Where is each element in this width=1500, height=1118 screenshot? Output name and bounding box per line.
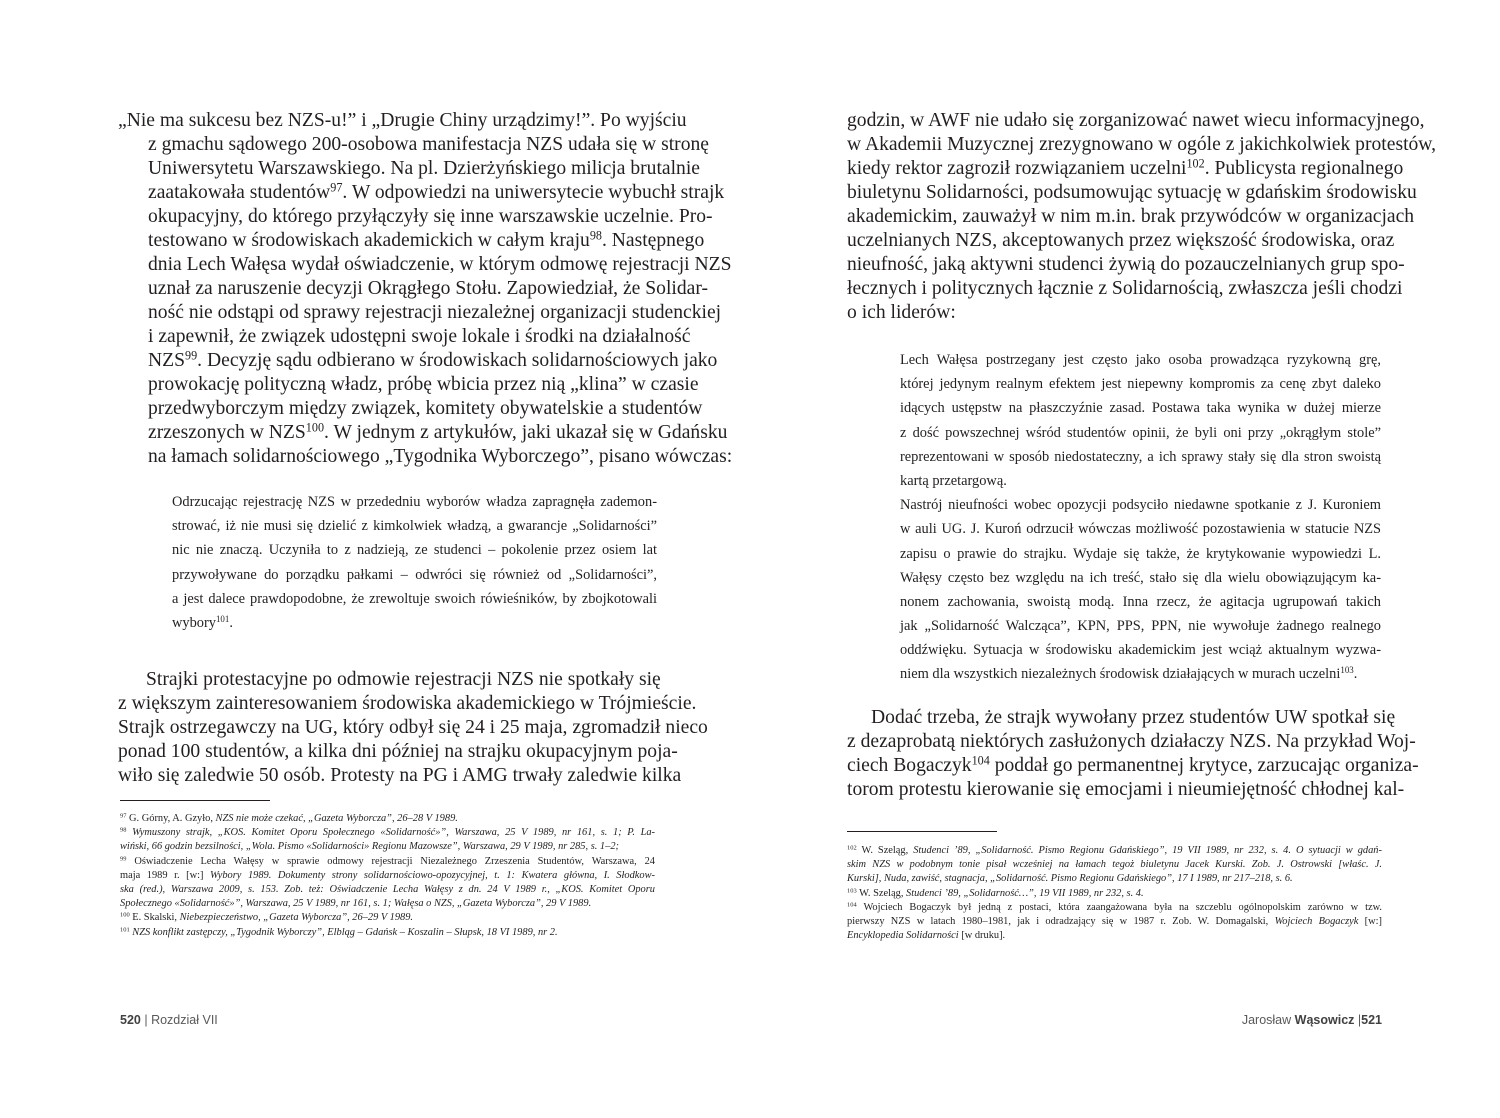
quote-line: kartą przetargową. xyxy=(900,472,1007,489)
footnote-line xyxy=(847,872,1382,886)
quote-line: strować, iż nie musi się dzielić z kimkolwiek władzą, a gwarancje „Solidarności” xyxy=(172,518,657,535)
footnote-line xyxy=(847,915,1382,929)
text-line: o ich liderów: xyxy=(847,302,956,323)
footnote-text: Studenci ’89, „Solidarność. Pismo Regionu Gdańskiego”, 19 VII 1989, nr 232, s. 4. O sytuacji w gdań- xyxy=(913,845,1382,856)
footnote-text: NZS nie może czekać, „Gazeta Wyborcza”, 26–28 V 1989. xyxy=(215,813,458,824)
chapter-label: Rozdział VII xyxy=(151,1013,218,1027)
footnote-text: Wybory 1989. Dokumenty strony solidarnościowo-opozycyjnej, t. 1: Kwatera główna, I. Słodkow- xyxy=(210,869,655,881)
right-body-paragraph xyxy=(847,109,1437,325)
right-body-paragraph-2 xyxy=(847,706,1419,802)
footnote-separator xyxy=(120,800,270,801)
footnote-line xyxy=(120,812,655,826)
text-line: Strajki protestacyjne po odmowie rejestracji NZS nie spotkały się xyxy=(146,669,661,690)
quote-line: przywoływane do porządku pałkami – odwróci się również od „Solidarności”, xyxy=(172,566,657,583)
text-line: zrzeszonych w NZS$^{100}$. W jednym z artykułów, jaki ukazał się w Gdańsku xyxy=(148,420,728,443)
footnote-ref[interactable]: 97 xyxy=(330,180,343,195)
footnote-text: W. Szeląg, xyxy=(861,845,914,856)
quote-line: zapisu o prawie do strajku. Wydaje się także, że krytykowanie wypowiedzi L. xyxy=(900,545,1381,562)
footnote-text: Społecznego «Solidarność»”, Warszawa, 25 V 1989, nr 161, s. 1; Wałęsa o NZS, „Gazeta Wyborcza”, 29 V 1989. xyxy=(120,898,592,910)
footnote-ref[interactable]: 99 xyxy=(185,348,198,363)
text-line: kiedy rektor zagroził rozwiązaniem uczelni$^{102}$. Publicysta regionalnego xyxy=(847,156,1404,179)
footnote-text: W. Szeląg, xyxy=(859,887,907,899)
text-line: torom protestu kierowanie się emocjami i nieumiejętność chłodnej kal- xyxy=(847,779,1405,800)
quote-line: której jedynym realnym efektem jest niepewny kompromis za cenę zbyt daleko xyxy=(900,376,1381,393)
quote-line: z dość powszechnej wśród studentów opinii, że byli oni przy „okrągłym stole” xyxy=(900,424,1381,441)
text-line: Strajk ostrzegawczy na UG, który odbył się 24 i 25 maja, zgromadził nieco xyxy=(118,717,708,738)
footnote-line xyxy=(120,926,655,940)
right-block-quote xyxy=(900,348,1381,687)
footnote-number: 103 xyxy=(847,887,857,895)
footnote-text: Kurski], Nuda, zawiść, stagnacja, „Solidarność. Pismo Regionu Gdańskiego”, 17 I 1989, nr 217–218, s. 6. xyxy=(847,873,1293,885)
text-line: dnia Lech Wałęsa wydał oświadczenie, w którym odmowę rejestracji NZS xyxy=(148,254,732,275)
text-line: okupacyjny, do którego przyłączyły się inne warszawskie uczelnie. Pro- xyxy=(148,206,713,227)
quote-line: reprezentowani w sposób niedostateczny, a ich sprawy stały się dla stron swoistą xyxy=(900,448,1381,465)
footnote-text: skim NZS w podobnym tonie pisał wcześniej na łamach tegoż biuletynu Jacek Kurski. Zob. J. Ostrowski [właśc. J. xyxy=(847,859,1382,871)
footnote-text: E. Skalski, xyxy=(132,912,180,924)
text-line: przedwyborczym między związek, komitety obywatelskie a studentów xyxy=(148,398,703,419)
text-line: z większym zainteresowaniem środowiska akademickiego w Trójmieście. xyxy=(118,693,697,714)
footnote-line xyxy=(120,869,655,883)
text-line: i zapewnił, że związek udostępni swoje lokale i środki na działalność xyxy=(148,326,691,347)
text-line: akademickim, zauważył w nim m.in. brak przywódców w organizacjach xyxy=(847,206,1415,227)
footnote-ref[interactable]: 98 xyxy=(589,228,602,243)
footnote-text: Niebezpieczeństwo, „Gazeta Wyborcza”, 26–29 V 1989. xyxy=(179,912,414,924)
footnote-number: 104 xyxy=(847,901,857,909)
right-footnotes xyxy=(847,844,1382,943)
footnote-number: 97 xyxy=(120,812,127,820)
left-block-quote xyxy=(172,490,657,635)
footnote-text: [w druku]. xyxy=(958,930,1006,942)
footnote-number: 99 xyxy=(120,855,127,863)
footnote-line xyxy=(847,901,1382,915)
author-last-name: Wąsowicz xyxy=(1294,1013,1355,1027)
footnote-text: pierwszy NZS w latach 1980–1981, jak i odradzający się w 1987 r. Zob. W. Domagalski, xyxy=(847,915,1275,927)
footnote-text: ska (red.), Warszawa 2009, s. 153. Zob. też: Oświadczenie Lecha Wałęsy z dn. 24 V 1989 r., „KOS. Komitet Oporu xyxy=(120,883,655,895)
footnote-text: Wojciech Bogaczyk był jedną z postaci, która zaangażowana była na szczeblu ogólnopolskim zarówno w tzw. xyxy=(863,901,1382,913)
footnote-number: 100 xyxy=(120,911,130,919)
right-folio xyxy=(1242,1013,1382,1027)
footnote-ref[interactable]: 102 xyxy=(1186,156,1205,171)
text-line: biuletynu Solidarności, podsumowując sytuację w gdańskim środowisku xyxy=(847,182,1417,203)
text-line: ciech Bogaczyk$^{104}$ poddał go permanentnej krytyce, zarzucając organiza- xyxy=(847,753,1419,776)
footnote-ref[interactable]: 101 xyxy=(215,614,230,625)
folio-separator: | xyxy=(1357,1013,1362,1027)
text-line: w Akademii Muzycznej zrezygnowano w ogóle z jakichkolwiek protestów, xyxy=(847,134,1437,155)
quote-line: Odrzucając rejestrację NZS w przededniu wyborów władza zapragnęła zademon- xyxy=(172,494,657,510)
footnote-text: [w:] xyxy=(1358,915,1382,927)
footnote-line xyxy=(120,897,655,911)
left-folio xyxy=(120,1013,218,1027)
footnote-text: Encyklopedia Solidarności xyxy=(847,930,959,942)
text-line: prowokację polityczną władz, próbę wbicia przez nią „klina” w czasie xyxy=(148,374,699,395)
text-line: łecznych i politycznych łącznie z Solidarnością, zwłaszcza jeśli chodzi xyxy=(847,278,1403,299)
footnote-line xyxy=(847,929,1382,943)
author-first-name: Jarosław xyxy=(1241,1013,1292,1027)
footnote-number: 98 xyxy=(120,826,127,834)
text-line: na łamach solidarnościowego „Tygodnika Wyborczego”, pisano wówczas: xyxy=(148,446,733,467)
text-line: testowano w środowiskach akademickich w całym kraju$^{98}$. Następnego xyxy=(148,228,705,251)
footnote-text: NZS konflikt zastępczy, „Tygodnik Wyborczy”, Elbląg – Gdańsk – Koszalin – Słupsk, 18 VI 1989, nr 2. xyxy=(132,926,558,938)
quote-line: a jest dalece prawdopodobne, że zrewoltuje swoich rówieśników, by zbojkotowali xyxy=(172,590,657,607)
quote-line: Lech Wałęsa postrzegany jest często jako osoba prowadząca ryzykowną grę, xyxy=(900,352,1381,368)
footnote-text: Oświadczenie Lecha Wałęsy w sprawie odmowy rejestracji Niezależnego Zrzeszenia Studentów, Warszawa, 24 xyxy=(134,855,655,867)
text-line: „Nie ma sukcesu bez NZS-u!” i „Drugie Chiny urządzimy!”. Po wyjściu xyxy=(118,110,687,131)
text-line: zaatakowała studentów$^{97}$. W odpowiedzi na uniwersytecie wybuchł strajk xyxy=(148,180,725,203)
footnote-line xyxy=(120,826,655,840)
footnote-ref[interactable]: 104 xyxy=(971,753,990,768)
footnote-line xyxy=(120,855,655,869)
footnote-text: G. Górny, A. Gzyło, xyxy=(129,813,216,824)
footnote-ref[interactable]: 100 xyxy=(305,420,325,435)
quote-line: nic nie znaczą. Uczyniła to z nadzieją, ze studenci – pokolenie przez osiem lat xyxy=(172,542,657,559)
text-line: Uniwersytetu Warszawskiego. Na pl. Dzierżyńskiego milicja brutalnie xyxy=(148,158,700,179)
left-footnotes xyxy=(120,812,655,940)
page-number: 521 xyxy=(1361,1013,1382,1027)
quote-line: oddźwięku. Sytuacja w środowisku akademickim jest wciąż aktualnym wyzwa- xyxy=(900,642,1381,659)
footnote-text: wiński, 66 godzin bezsilności, „Wola. Pismo «Solidarności» Regionu Mazowsze”, Warszawa, 29 V 1989, nr 285, s. 1–2; xyxy=(120,841,619,853)
footnote-number: 101 xyxy=(120,925,130,933)
quote-line: wybory$^{101}$. xyxy=(172,614,233,631)
quote-line: jak „Solidarność Walcząca”, KPN, PPS, PPN, nie wywołuje żadnego realnego xyxy=(900,618,1381,635)
left-body-paragraph xyxy=(118,109,733,469)
footnote-line xyxy=(847,858,1382,872)
footnote-line xyxy=(120,840,655,854)
folio-separator: | xyxy=(144,1013,148,1027)
page-number: 520 xyxy=(120,1013,141,1027)
footnote-text: Studenci ’89, „Solidarność…”, 19 VII 1989, nr 232, s. 4. xyxy=(906,887,1144,899)
footnote-line xyxy=(847,887,1382,901)
left-body-paragraph-2 xyxy=(118,668,708,788)
footnote-number: 102 xyxy=(847,844,857,852)
quote-line: idących ustępstw na płaszczyźnie zasad. Postawa taka wynika w dużej mierze xyxy=(900,400,1381,417)
footnote-ref[interactable]: 103 xyxy=(1340,665,1354,676)
footnote-text: maja 1989 r. [w:] xyxy=(120,869,211,881)
footnote-text: Wojciech Bogaczyk xyxy=(1274,915,1359,927)
text-line: wiło się zaledwie 50 osób. Protesty na PG i AMG trwały zaledwie kilka xyxy=(118,765,682,786)
text-line: nieufność, jaką aktywni studenci żywią do pozauczelnianych grup spo- xyxy=(847,254,1405,275)
footnote-line xyxy=(120,883,655,897)
footnote-line xyxy=(847,844,1382,858)
text-line: ponad 100 studentów, a kilka dni później na strajku okupacyjnym poja- xyxy=(118,741,678,762)
text-line: z dezaprobatą niektórych zasłużonych działaczy NZS. Na przykład Woj- xyxy=(847,731,1416,752)
text-line: ność nie odstąpi od sprawy rejestracji niezależnej organizacji studenckiej xyxy=(148,302,722,323)
quote-line: w auli UG. J. Kuroń odrzucił wówczas możliwość pozostawienia w statucie NZS xyxy=(900,521,1381,538)
footnote-separator xyxy=(847,831,997,832)
quote-line: niem dla wszystkich niezależnych środowisk działających w murach uczelni$^{103}$. xyxy=(900,665,1358,683)
text-line: z gmachu sądowego 200-osobowa manifestacja NZS udała się w stronę xyxy=(148,134,709,155)
text-line: uczelnianych NZS, akceptowanych przez większość środowiska, oraz xyxy=(847,230,1395,251)
footnote-line xyxy=(120,911,655,925)
text-line: NZS$^{99}$. Decyzję sądu odbierano w środowiskach solidarnościowych jako xyxy=(148,348,718,371)
text-line: godzin, w AWF nie udało się zorganizować nawet wiecu informacyjnego, xyxy=(847,110,1425,131)
right-page xyxy=(750,0,1500,1118)
quote-line: Wałęsy często bez względu na ich treść, stało się dla wielu obowiązującym ka- xyxy=(900,569,1381,586)
footnote-text: Wymuszony strajk, „KOS. Komitet Oporu Społecznego «Solidarność»”, Warszawa, 25 V 1989, nr 161, s. 1; P. La- xyxy=(132,827,656,839)
text-line: uznał za naruszenie decyzji Okrągłego Stołu. Zapowiedział, że Solidar- xyxy=(148,278,708,299)
quote-line: Nastrój nieufności wobec opozycji podsyciło niedawne spotkanie z J. Kuroniem xyxy=(900,497,1381,514)
text-line: Dodać trzeba, że strajk wywołany przez studentów UW spotkał się xyxy=(871,707,1396,728)
quote-line: nonem zachowania, swoistą modą. Inna rzecz, że agitacja ugrupowań takich xyxy=(900,593,1381,610)
